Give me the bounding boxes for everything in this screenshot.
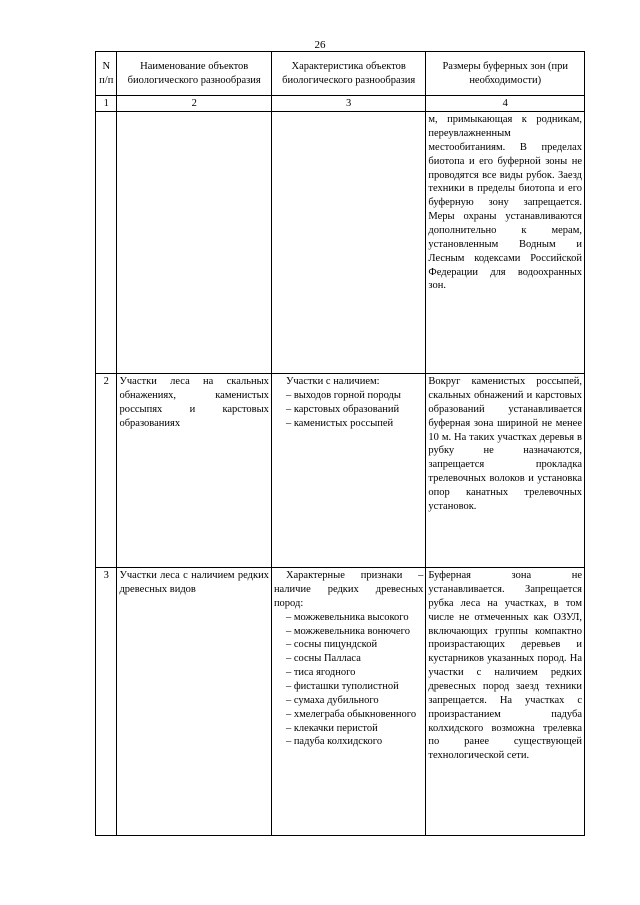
table-row bbox=[96, 568, 585, 836]
header-name: Наименование объектов биологического разнообразия bbox=[117, 52, 271, 96]
characteristic-item: Участки с наличием: bbox=[285, 376, 380, 388]
table-row bbox=[96, 112, 585, 374]
biodiversity-table bbox=[95, 51, 585, 836]
column-numbering-row bbox=[96, 96, 585, 112]
characteristic-item: – можжевельника высокого bbox=[285, 611, 409, 623]
page-number: 26 bbox=[314, 39, 326, 51]
characteristic-item: – сосны Палласа bbox=[285, 653, 361, 665]
characteristic-item: – сумаха дубильного bbox=[285, 694, 379, 706]
column-number: 4 bbox=[426, 96, 585, 112]
characteristic-item: – выходов горной породы bbox=[285, 389, 401, 401]
row-buffer: Буферная зона не устанавливается. Запрещается рубка леса на участках, в том числе не отмеченных как ОЗУЛ, включающих группы компактно произрастающих деревьев и кустарников указанных пород. На участки с наличием редких древесных пород заезд техники запрещается. На участках с произрастанием падуба колхидского возможна трелевка по ранее существующей технологической сети. bbox=[426, 568, 585, 836]
characteristic-item: Характерные признаки – наличие редких древесных пород: bbox=[273, 570, 424, 609]
row-buffer: Вокруг каменистых россыпей, скальных обнажений и карстовых образований устанавливается буферная зона шириной не менее 10 м. На таких участках деревья в рубку не назначаются, запрещается прокладка трелевочных волоков и установка опор канатных трелевочных установок. bbox=[426, 374, 585, 568]
characteristic-item: – хмелеграба обыкновенного bbox=[285, 708, 417, 720]
row-number bbox=[96, 112, 117, 374]
header-number: N п/п bbox=[96, 52, 117, 96]
table-row bbox=[96, 374, 585, 568]
row-characteristic bbox=[271, 112, 425, 374]
row-name bbox=[117, 112, 271, 374]
row-buffer: м, примыкающая к родникам, переувлажненным местообитаниям. В пределах биотопа и его буферной зоны не проводятся все виды рубок. Заезд техники в пределы биотопа и его буферную зону запрещается. Меры охраны устанавливаются дополнительно к мерам, установленным Водным и Лесным кодексами Российской Федерации для водоохранных зон. bbox=[426, 112, 585, 374]
characteristic-item: – падуба колхидского bbox=[285, 736, 383, 748]
row-number: 3 bbox=[96, 568, 117, 836]
row-characteristic bbox=[271, 568, 425, 836]
characteristic-item: – сосны пицундской bbox=[285, 639, 378, 651]
column-number: 3 bbox=[271, 96, 425, 112]
header-characteristic: Характеристика объектов биологического разнообразия bbox=[271, 52, 425, 96]
characteristic-item: – тиса ягодного bbox=[285, 667, 356, 679]
characteristic-item: – карстовых образований bbox=[285, 403, 400, 415]
characteristic-item: – фисташки туполистной bbox=[285, 681, 399, 692]
row-number: 2 bbox=[96, 374, 117, 568]
characteristic-item: – клекачки перистой bbox=[285, 722, 378, 734]
characteristic-item: – можжевельника вонючего bbox=[285, 625, 410, 637]
column-number: 1 bbox=[96, 96, 117, 112]
row-characteristic bbox=[271, 374, 425, 568]
column-number: 2 bbox=[117, 96, 271, 112]
row-name: Участки леса с наличием редких древесных видов bbox=[117, 568, 271, 836]
header-row bbox=[96, 52, 585, 96]
header-buffer: Размеры буферных зон (при необходимости) bbox=[426, 52, 585, 96]
row-name: Участки леса на скальных обнажениях, каменистых россыпях и карстовых образованиях bbox=[117, 374, 271, 568]
characteristic-item: – каменистых россыпей bbox=[285, 417, 394, 429]
